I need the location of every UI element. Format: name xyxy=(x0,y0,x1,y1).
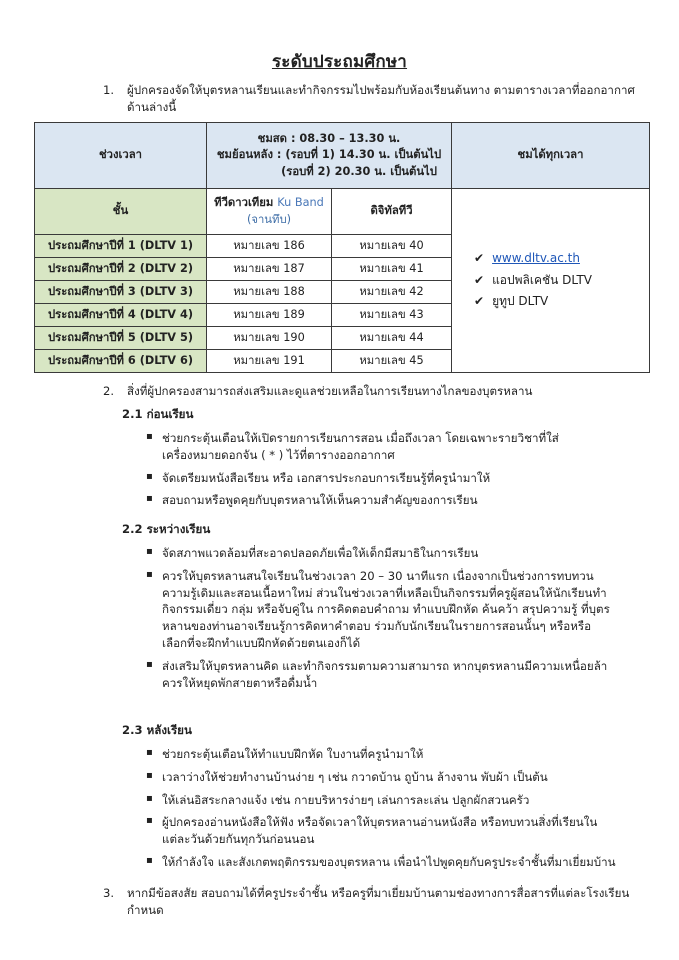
item-2 xyxy=(103,383,643,400)
grade-cell: ประถมศึกษาปีที่ 2 (DLTV 2) xyxy=(35,258,207,281)
grade-cell: ประถมศึกษาปีที่ 1 (DLTV 1) xyxy=(35,235,207,258)
item-2-number: 2. xyxy=(103,384,115,398)
satellite-channel-cell: หมายเลข 188 xyxy=(207,281,332,304)
digital-channel-cell: หมายเลข 41 xyxy=(332,258,452,281)
item-1-text: ผู้ปกครองจัดให้บุตรหลานเรียนและทำกิจกรรมไปพร้อมกับห้องเรียนต้นทาง ตามตารางเวลาที่ออกอากาศด้านล่างนี้ xyxy=(127,83,635,114)
anytime-header: ชมได้ทุกเวลา xyxy=(452,123,650,189)
satellite-channel-cell: หมายเลข 190 xyxy=(207,327,332,350)
grade-header: ชั้น xyxy=(35,189,207,235)
list-item: ▪ ให้เล่นอิสระกลางแจ้ง เช่น กายบริหารง่ายๆ เล่นการละเล่น ปลูกผักสวนครัว xyxy=(146,792,616,809)
satellite-header xyxy=(207,189,332,235)
digital-channel-cell: หมายเลข 44 xyxy=(332,327,452,350)
digital-channel-cell: หมายเลข 42 xyxy=(332,281,452,304)
list-item: ▪ ผู้ปกครองอ่านหนังสือให้ฟัง หรือจัดเวลาให้บุตรหลานอ่านหนังสือ หรือทบทวนสิ่งที่เรียนในแต่ละวันด้วยกันทุกวันก่อนนอน xyxy=(146,814,616,848)
satellite-channel-cell: หมายเลข 186 xyxy=(207,235,332,258)
website-link[interactable]: www.dltv.ac.th xyxy=(492,251,580,266)
check-icon: ✔ xyxy=(474,294,485,309)
section-2-1-list xyxy=(146,430,616,515)
item-3 xyxy=(103,885,643,919)
grade-cell: ประถมศึกษาปีที่ 6 (DLTV 6) xyxy=(35,350,207,373)
grade-cell: ประถมศึกษาปีที่ 3 (DLTV 3) xyxy=(35,281,207,304)
item-1-number: 1. xyxy=(103,83,115,97)
item-1 xyxy=(103,82,643,116)
satellite-channel-cell: หมายเลข 189 xyxy=(207,304,332,327)
digital-channel-cell: หมายเลข 40 xyxy=(332,235,452,258)
list-item: ▪ จัดเตรียมหนังสือเรียน หรือ เอกสารประกอบการเรียนรู้ที่ครูนำมาให้ xyxy=(146,470,616,487)
section-2-3-heading: 2.3 หลังเรียน xyxy=(122,723,192,737)
channel-list xyxy=(456,250,645,310)
section-2-2-list xyxy=(146,545,616,697)
grade-cell: ประถมศึกษาปีที่ 4 (DLTV 4) xyxy=(35,304,207,327)
list-item: ▪ ให้กำลังใจ และสังเกตพฤติกรรมของบุตรหลาน เพื่อนำไปพูดคุยกับครูประจำชั้นที่มาเยี่ยมบ้าน xyxy=(146,854,616,871)
satellite-channel-cell: หมายเลข 187 xyxy=(207,258,332,281)
page-title: ระดับประถมศึกษา xyxy=(271,52,408,72)
digital-channel-cell: หมายเลข 45 xyxy=(332,350,452,373)
channel-youtube xyxy=(474,293,645,310)
check-icon: ✔ xyxy=(474,272,485,287)
item-3-text: หากมีข้อสงสัย สอบถามได้ที่ครูประจำชั้น หรือครูที่มาเยี่ยมบ้านตามช่องทางการสื่อสารที่แต่ละโรงเรียนกำหนด xyxy=(127,886,630,917)
replay-time-1: ชมย้อนหลัง : (รอบที่ 1) 14.30 น. เป็นต้นไป xyxy=(216,148,442,162)
channel-app xyxy=(474,272,645,289)
satellite-label: ทีวีดาวเทียม xyxy=(214,196,274,210)
list-item: ▪ จัดสภาพแวดล้อมที่สะอาดปลอดภัยเพื่อให้เด็กมีสมาธิในการเรียน xyxy=(146,545,616,562)
section-2-1-heading: 2.1 ก่อนเรียน xyxy=(122,407,194,421)
check-icon: ✔ xyxy=(474,251,485,266)
item-2-text: สิ่งที่ผู้ปกครองสามารถส่งเสริมและดูแลช่วยเหลือในการเรียนทางไกลของบุตรหลาน xyxy=(127,384,533,398)
list-item: ▪ ส่งเสริมให้บุตรหลานคิด และทำกิจกรรมตามความสามารถ หากบุตรหลานมีความเหนื่อยล้าควรให้หยุดพักสายตาหรือดื่มน้ำ xyxy=(146,658,616,692)
list-item: ▪ ช่วยกระตุ้นเตือนให้ทำแบบฝึกหัด ใบงานที่ครูนำมาให้ xyxy=(146,746,616,763)
period-header: ช่วงเวลา xyxy=(35,123,207,189)
youtube-label: ยูทูป DLTV xyxy=(492,294,549,309)
item-3-number: 3. xyxy=(103,886,115,900)
schedule-table xyxy=(34,122,650,373)
live-time: ชมสด : 08.30 – 13.30 น. xyxy=(257,131,401,145)
replay-time-2: (รอบที่ 2) 20.30 น. เป็นต้นไป xyxy=(281,164,437,178)
section-2-3-list xyxy=(146,746,616,877)
satellite-dish: (จานทึบ) xyxy=(246,212,292,226)
list-item: ▪ เวลาว่างให้ช่วยทำงานบ้านง่าย ๆ เช่น กวาดบ้าน ถูบ้าน ล้างจาน พับผ้า เป็นต้น xyxy=(146,769,616,786)
app-label: แอปพลิเคชัน DLTV xyxy=(492,272,592,287)
list-item: ▪ ช่วยกระตุ้นเตือนให้เปิดรายการเรียนการสอน เมื่อถึงเวลา โดยเฉพาะรายวิชาที่ใส่เครื่องหมายดอกจัน ( * ) ไว้ที่ตารางออกอากาศ xyxy=(146,430,616,464)
satellite-channel-cell: หมายเลข 191 xyxy=(207,350,332,373)
list-item: ▪ สอบถามหรือพูดคุยกับบุตรหลานให้เห็นความสำคัญของการเรียน xyxy=(146,492,616,509)
digital-tv-header: ดิจิทัลทีวี xyxy=(332,189,452,235)
channel-website xyxy=(474,250,645,267)
digital-channel-cell: หมายเลข 43 xyxy=(332,304,452,327)
list-item: ▪ ควรให้บุตรหลานสนใจเรียนในช่วงเวลา 20 – 30 นาทีแรก เนื่องจากเป็นช่วงการทบทวนความรู้เดิมและสอนเนื้อหาใหม่ ส่วนในช่วงเวลาที่เหลือเป็นกิจกรรมที่ครูผู้สอนให้นักเรียนทำกิจกรรมเดี่ยว กลุ่ม หรือจับคู่ใน การคิดตอบคำถาม ทำแบบฝึกหัด ค้นคว้า สรุปความรู้ ที่บุตรหลานของท่านอาจเรียนรู้การคิดหาคำตอบ ร่วมกับนักเรียนในรายการสอนนั้นๆ หรือหรือเลือกที่จะฝึกทำแบบฝึกหัดด้วยตนเองก็ได้ xyxy=(146,568,616,652)
grade-cell: ประถมศึกษาปีที่ 5 (DLTV 5) xyxy=(35,327,207,350)
section-2-2-heading: 2.2 ระหว่างเรียน xyxy=(122,522,211,536)
satellite-band: Ku Band xyxy=(277,196,324,210)
anytime-channels xyxy=(452,189,650,373)
broadcast-times-header xyxy=(207,123,452,189)
